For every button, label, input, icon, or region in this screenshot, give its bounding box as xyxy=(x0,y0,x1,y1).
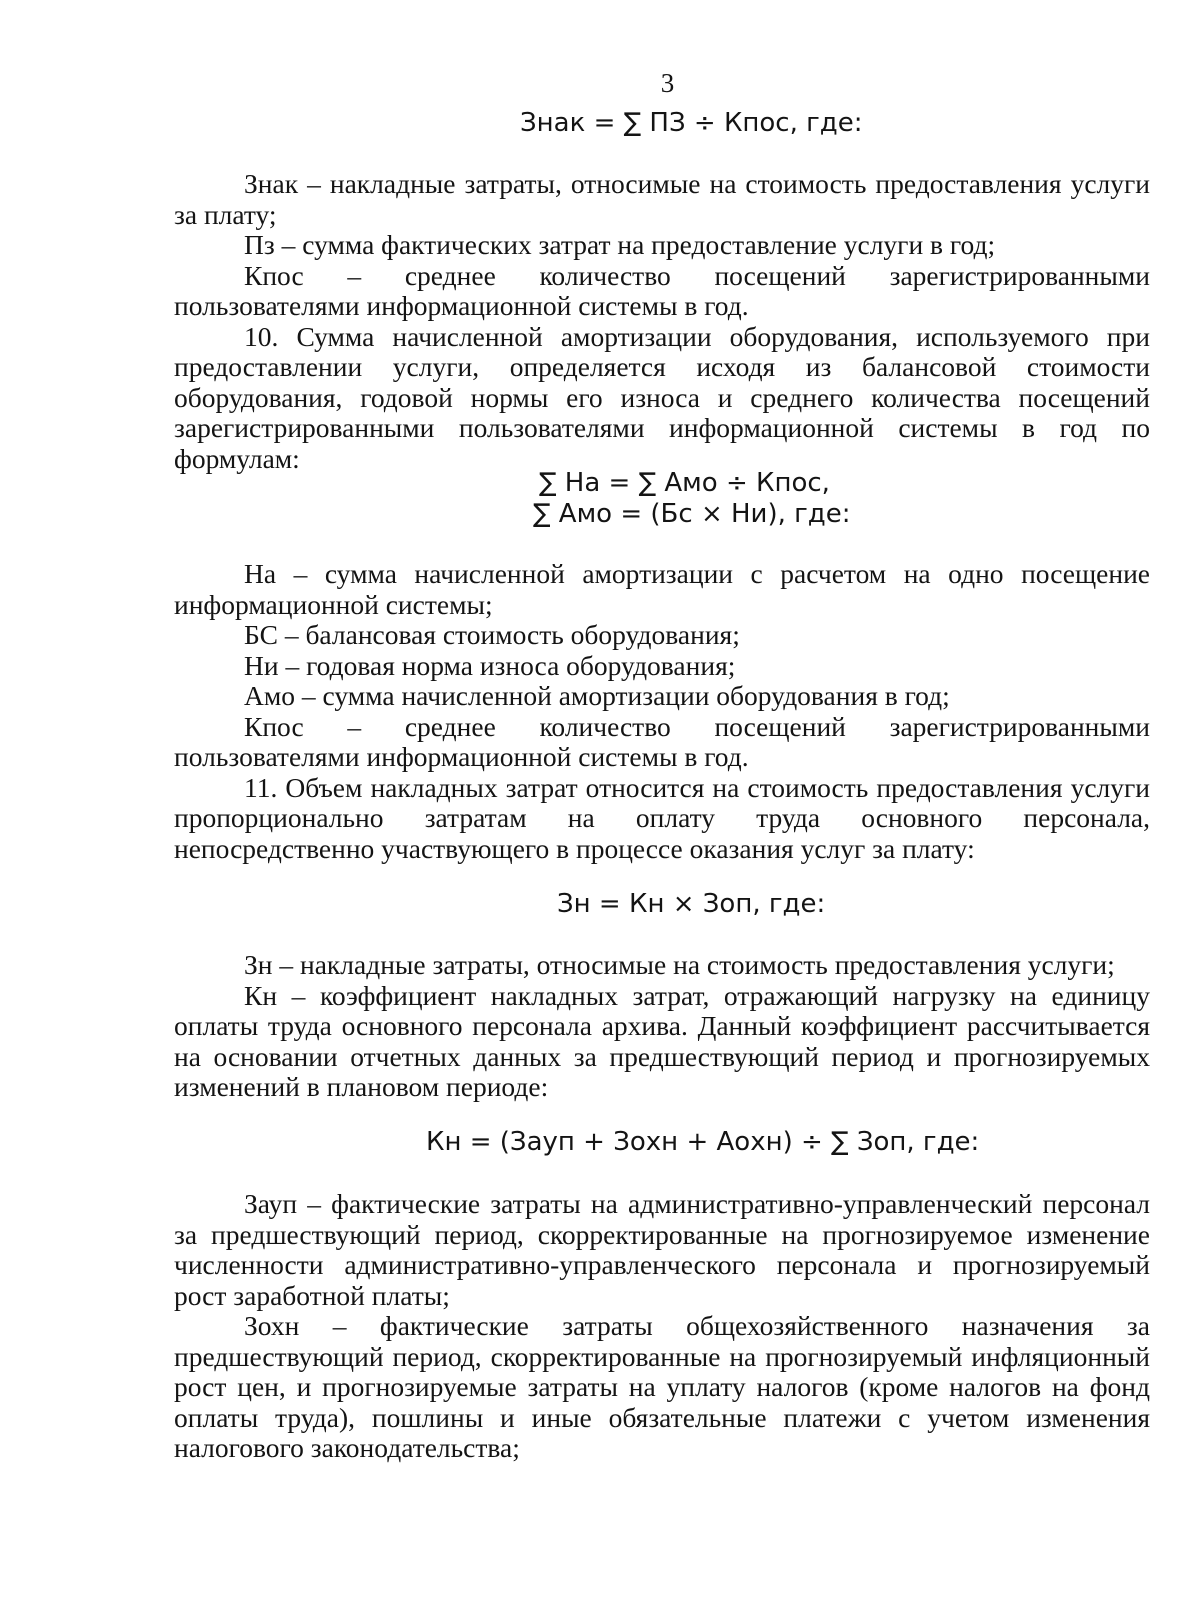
formula-overhead-costs: Зн = Кн × Зоп, где: xyxy=(557,889,826,919)
paragraph: БС – балансовая стоимость оборудования; xyxy=(244,619,740,650)
paragraph: пользователями информационной системы в год. xyxy=(174,741,749,772)
paragraph: Зауп – фактические затраты на административно-управленческий персонал за предшествующий период, скорректированные на прогнозируемое изменение численности административно-управленческого персонала и прогнозируемый рост заработной платы; xyxy=(174,1188,1150,1311)
formula-overhead: Знак = ∑ ПЗ ÷ Кпос, где: xyxy=(520,108,863,138)
page-number: 3 xyxy=(660,68,675,98)
paragraph: 10. Сумма начисленной амортизации оборудования, используемого при предоставлении услуги, определяется исходя из балансовой стоимости оборудования, годовой нормы его износа и среднего количества посещений зарегистрированными пользователями информационной системы в год по формулам: xyxy=(174,320,1150,474)
paragraph: Кпос – среднее количество посещений зарегистрированными xyxy=(244,710,1150,742)
paragraph: Пз – сумма фактических затрат на предоставление услуги в год; xyxy=(244,229,996,260)
paragraph: пользователями информационной системы в год. xyxy=(174,290,749,321)
text-block-3 xyxy=(174,950,1150,1103)
text-block-2 xyxy=(174,559,1150,864)
paragraph: Зн – накладные затраты, относимые на стоимость предоставления услуги; xyxy=(244,949,1115,980)
formula-amortization: ∑ Амо = (Бс × Ни), где: xyxy=(533,499,851,529)
formula-overhead-coefficient: Кн = (Зауп + Зохн + Аохн) ÷ ∑ Зоп, где: xyxy=(426,1127,980,1157)
text-block-1 xyxy=(174,169,1150,474)
paragraph: 11. Объем накладных затрат относится на стоимость предоставления услуги пропорционально затратам на оплату труда основного персонала, непосредственно участвующего в процессе оказания услуг за плату: xyxy=(174,771,1150,864)
text-block-4 xyxy=(174,1189,1150,1464)
paragraph: На – сумма начисленной амортизации с расчетом на одно посещение информационной системы; xyxy=(174,558,1150,620)
paragraph: Амо – сумма начисленной амортизации оборудования в год; xyxy=(244,680,950,711)
paragraph: Ни – годовая норма износа оборудования; xyxy=(244,649,736,681)
paragraph: Зохн – фактические затраты общехозяйственного назначения за предшествующий период, скорректированные на прогнозируемый инфляционный рост цен, и прогнозируемые затраты на уплату налогов (кроме налогов на фонд оплаты труда), пошлины и иные обязательные платежи с учетом изменения налогового законодательства; xyxy=(174,1310,1150,1463)
paragraph: Знак – накладные затраты, относимые на стоимость предоставления услуги за плату; xyxy=(174,168,1150,230)
paragraph: Кпос – среднее количество посещений зарегистрированными xyxy=(244,259,1150,291)
formula-amortization-sum: ∑ На = ∑ Амо ÷ Кпос, xyxy=(539,468,830,498)
paragraph: Кн – коэффициент накладных затрат, отражающий нагрузку на единицу оплаты труда основного персонала архива. Данный коэффициент рассчитывается на основании отчетных данных за предшествующий период и прогнозируемых изменений в плановом периоде: xyxy=(174,979,1150,1102)
